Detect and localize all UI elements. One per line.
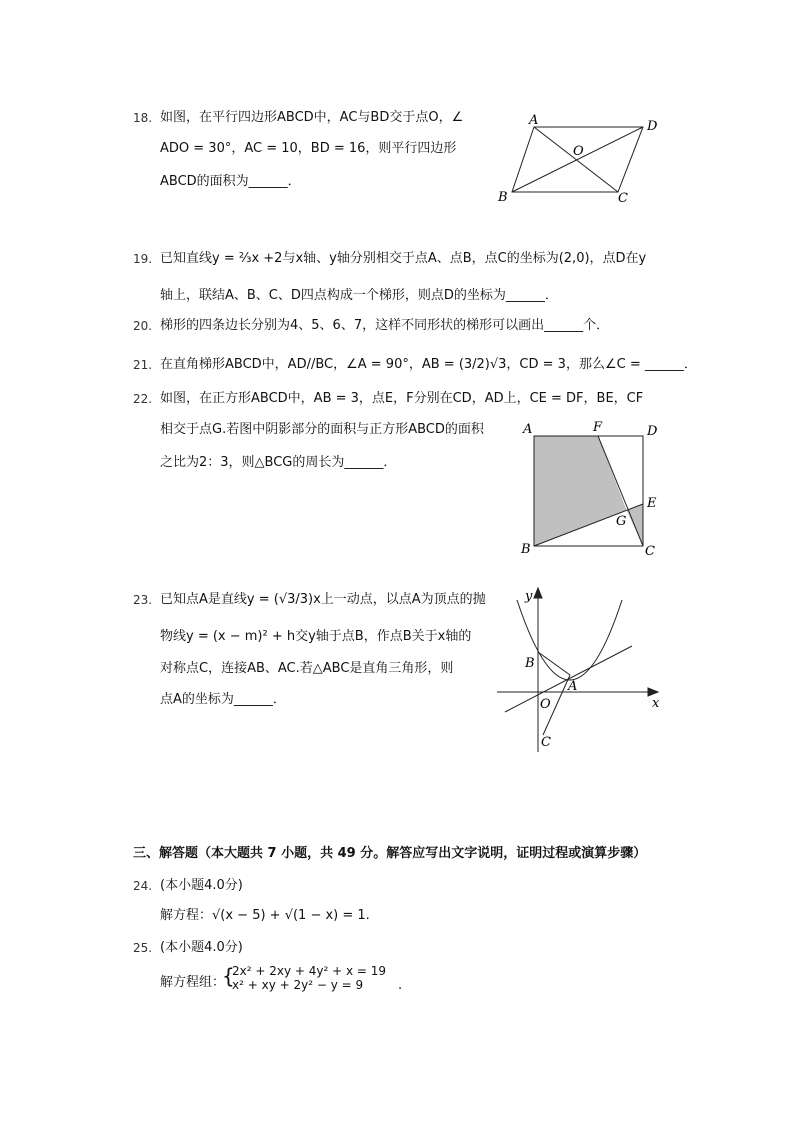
- label-o: O: [540, 697, 551, 712]
- label-g: G: [616, 514, 627, 529]
- q23-line: 物线y = (x − m)² + h交y轴于点B，作点B关于x轴的: [160, 629, 472, 644]
- q19-line: 已知直线y = ⅔x +2与x轴、y轴分别相交于点A、点B，点C的坐标为(2,0)，点D在y: [160, 251, 647, 266]
- segment-ab: [538, 652, 570, 675]
- label-d: D: [647, 424, 658, 439]
- q23-line: 对称点C，连接AB、AC.若△ABC是直角三角形，则: [160, 661, 454, 676]
- section-heading: 三、解答题（本大题共 7 小题，共 49 分。解答应写出文字说明，证明过程或演算步骤）: [133, 846, 647, 861]
- q24-number: 24.: [133, 879, 153, 893]
- label-o: O: [573, 144, 584, 159]
- q22-number: 22.: [133, 392, 153, 406]
- q23-graph-figure: [497, 588, 658, 752]
- q23-line: 已知点A是直线y = (√3/3)x上一动点，以点A为顶点的抛: [160, 592, 486, 607]
- label-b: B: [498, 190, 508, 205]
- label-a: A: [568, 679, 578, 694]
- label-y: y: [525, 589, 533, 604]
- label-d: D: [647, 119, 658, 134]
- q25-eq2: x² + xy + 2y² − y = 9: [232, 978, 364, 992]
- label-x: x: [652, 696, 660, 711]
- label-f: F: [593, 420, 603, 435]
- y-axis-arrow-icon: [534, 588, 542, 598]
- label-c: C: [618, 191, 628, 206]
- label-a: A: [529, 113, 539, 128]
- q22-line: 相交于点G.若图中阴影部分的面积与正方形ABCD的面积: [160, 422, 484, 437]
- q19-line: 轴上，联结A、B、C、D四点构成一个梯形，则点D的坐标为______．: [160, 288, 558, 303]
- shaded-region: [534, 436, 627, 546]
- label-b: B: [521, 542, 531, 557]
- q22-square-figure: [534, 436, 643, 546]
- q18-number: 18.: [133, 111, 153, 125]
- q24-body: 解方程：√(x − 5) + √(1 − x) = 1.: [160, 908, 370, 923]
- label-a: A: [523, 422, 533, 437]
- q20-number: 20.: [133, 319, 153, 333]
- q25-number: 25.: [133, 941, 153, 955]
- q22-line: 之比为2：3，则△BCG的周长为______．: [160, 455, 397, 470]
- diagonal-bd: [512, 127, 643, 192]
- q18-line: ADO = 30°，AC = 10，BD = 16，则平行四边形: [160, 141, 457, 156]
- x-axis-arrow-icon: [648, 688, 658, 696]
- q19-number: 19.: [133, 252, 153, 266]
- q25-end: .: [398, 978, 403, 993]
- label-e: E: [647, 496, 657, 511]
- q22-line: 如图，在正方形ABCD中，AB = 3，点E，F分别在CD，AD上，CE = DF，BE，CF: [160, 391, 644, 406]
- q21-line: 在直角梯形ABCD中，AD//BC，∠A = 90°，AB = (3/2)√3，CD = 3，那么∠C = ______．: [160, 357, 697, 372]
- q25-label: 解方程组：: [160, 975, 226, 990]
- label-c: C: [645, 544, 655, 559]
- q18-line: ABCD的面积为______．: [160, 174, 301, 189]
- q23-number: 23.: [133, 593, 153, 607]
- q25-eq1: 2x² + 2xy + 4y² + x = 19: [232, 964, 387, 978]
- q24-score: (本小题4.0分): [160, 878, 243, 893]
- diagonal-ac: [534, 127, 618, 192]
- q18-line: 如图，在平行四边形ABCD中，AC与BD交于点O，∠: [160, 110, 464, 125]
- q23-line: 点A的坐标为______．: [160, 692, 286, 707]
- q25-score: (本小题4.0分): [160, 940, 243, 955]
- q20-line: 梯形的四条边长分别为4、5、6、7，这样不同形状的梯形可以画出______个．: [160, 318, 610, 333]
- label-c: C: [541, 735, 551, 750]
- brace-icon: {: [222, 964, 235, 988]
- q18-parallelogram-figure: [512, 127, 643, 192]
- q21-number: 21.: [133, 358, 153, 372]
- label-b: B: [525, 656, 535, 671]
